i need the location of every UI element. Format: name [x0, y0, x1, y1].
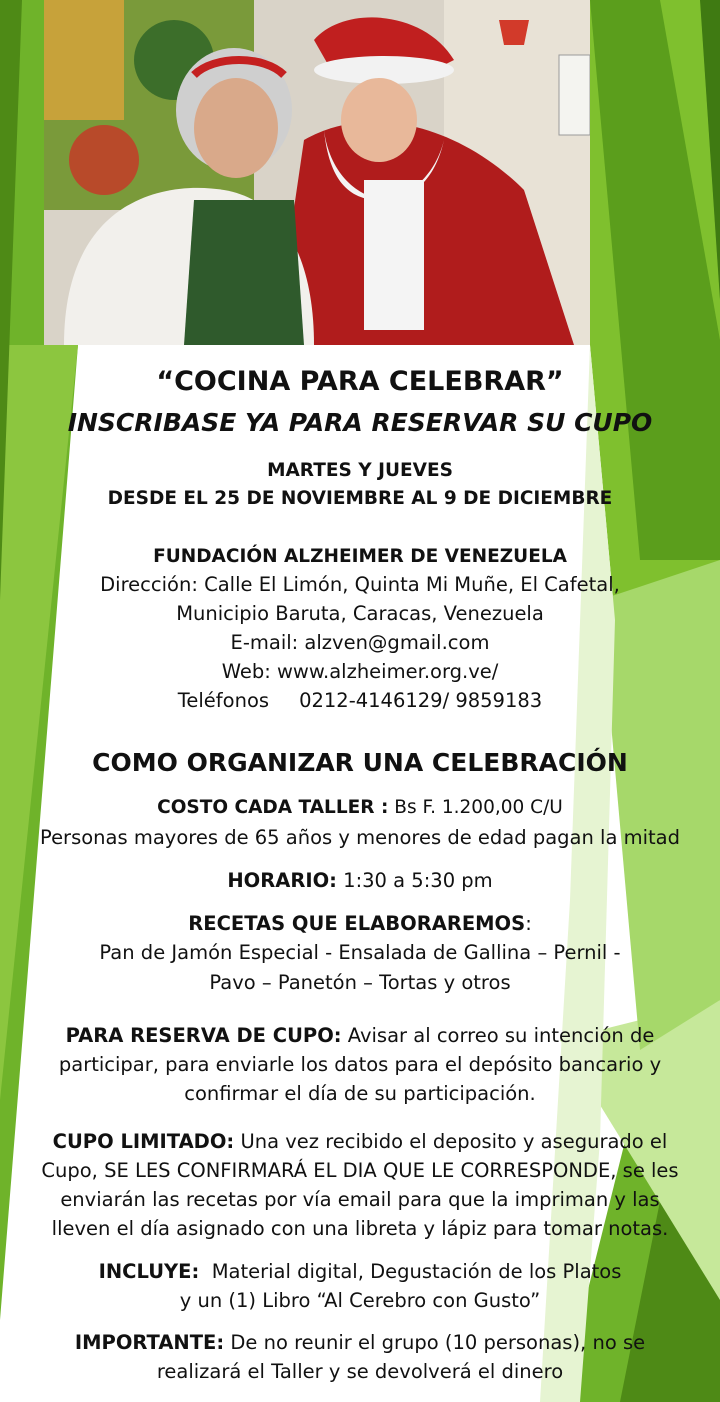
limited-line2: Cupo, SE LES CONFIRMARÁ EL DIA QUE LE CORRESPONDE, se les [41, 1159, 679, 1182]
phones-label: Teléfonos [177, 689, 270, 712]
cost-value: Bs F. 1.200,00 C/U [394, 797, 563, 818]
cost-note: Personas mayores de 65 años y menores de edad pagan la mitad [40, 826, 680, 849]
limited-text1: Una vez recibido el deposito y asegurado el [240, 1130, 668, 1153]
includes-text1: Material digital, Degustación de los Platos [211, 1260, 622, 1283]
limited-label: CUPO LIMITADO: [52, 1130, 235, 1153]
recipes-heading [0, 912, 720, 935]
limited-line3: enviarán las recetas por vía email para que la impriman y las [60, 1188, 660, 1211]
important-label: IMPORTANTE: [74, 1331, 225, 1354]
reservation-text1: Avisar al correo su intención de [347, 1024, 655, 1047]
foundation-web: Web: www.alzheimer.org.ve/ [221, 660, 499, 683]
page-subtitle: INSCRIBASE YA PARA RESERVAR SU CUPO [67, 408, 653, 437]
includes-line2: y un (1) Libro “Al Cerebro con Gusto” [179, 1289, 541, 1312]
reservation-line1 [0, 1024, 720, 1047]
includes-line1 [0, 1260, 720, 1283]
foundation-phones [0, 689, 720, 712]
reservation-line3: confirmar el día de su participación. [184, 1082, 536, 1105]
reservation-line2: participar, para enviarle los datos para el depósito bancario y [58, 1053, 662, 1076]
recipes-label: RECETAS QUE ELABORAREMOS [188, 912, 526, 935]
foundation-email: E-mail: alzven@gmail.com [230, 631, 490, 654]
recipes-line2: Pavo – Panetón – Tortas y otros [209, 971, 511, 994]
limited-line4: lleven el día asignado con una libreta y lápiz para tomar notas. [51, 1217, 669, 1240]
recipes-colon: : [525, 912, 532, 935]
cost-label: COSTO CADA TALLER : [157, 797, 389, 818]
page-title: “COCINA PARA CELEBRAR” [156, 366, 564, 397]
schedule-dates: DESDE EL 25 DE NOVIEMBRE AL 9 DE DICIEMBRE [107, 488, 613, 509]
foundation-name: FUNDACIÓN ALZHEIMER DE VENEZUELA [153, 546, 567, 567]
hours-line [0, 869, 720, 892]
reservation-label: PARA RESERVA DE CUPO: [65, 1024, 342, 1047]
hours-value: 1:30 a 5:30 pm [343, 869, 493, 892]
includes-label: INCLUYE: [98, 1260, 200, 1283]
schedule-days: MARTES Y JUEVES [267, 460, 453, 481]
recipes-line1: Pan de Jamón Especial - Ensalada de Gallina – Pernil - [99, 941, 621, 964]
foundation-address-line1: Dirección: Calle El Limón, Quinta Mi Muñe, El Cafetal, [100, 573, 620, 596]
foundation-address-line2: Municipio Baruta, Caracas, Venezuela [176, 602, 544, 625]
important-line2: realizará el Taller y se devolverá el dinero [156, 1360, 564, 1383]
important-text1: De no reunir el grupo (10 personas), no se [230, 1331, 646, 1354]
limited-line1 [0, 1130, 720, 1153]
section-title: COMO ORGANIZAR UNA CELEBRACIÓN [92, 748, 628, 777]
phones-value: 0212-4146129/ 9859183 [299, 689, 543, 712]
cost-line [0, 797, 720, 818]
hours-label: HORARIO: [227, 869, 337, 892]
important-line1 [0, 1331, 720, 1354]
